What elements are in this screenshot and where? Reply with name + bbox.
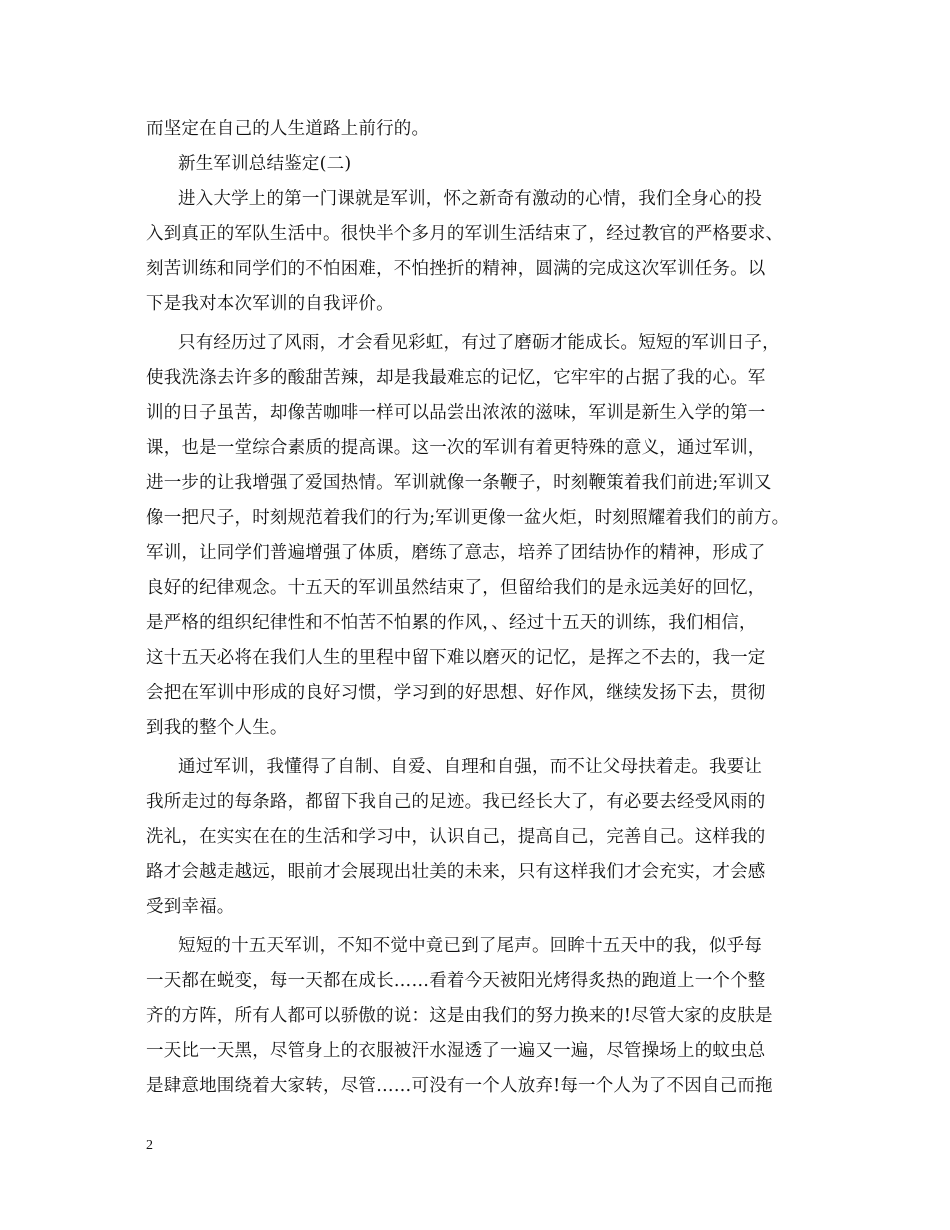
text-line: 路才会越走越远，眼前才会展现出壮美的未来，只有这样我们才会充实，才会感 (146, 862, 766, 882)
text-line: 进入大学上的第一门课就是军训，怀之新奇有激动的心情，我们全身心的投 (178, 189, 763, 209)
text-line: 军训，让同学们普遍增强了体质，磨练了意志，培养了团结协作的精神，形成了 (146, 543, 766, 563)
text-line: 一天都在蜕变，每一天都在成长……看着今天被阳光烤得炙热的跑道上一个个整 (146, 971, 766, 991)
text-line: 像一把尺子，时刻规范着我们的行为;军训更像一盆火炬，时刻照耀着我们的前方。 (146, 508, 790, 528)
text-line: 进一步的让我增强了爱国热情。军训就像一条鞭子，时刻鞭策着我们前进;军训又 (146, 473, 772, 493)
text-line: 通过军训，我懂得了自制、自爱、自理和自强，而不让父母扶着走。我要让 (178, 757, 763, 777)
text-line: 课，也是一堂综合素质的提高课。这一次的军训有着更特殊的意义，通过军训， (146, 438, 766, 458)
text-line: 是肆意地围绕着大家转，尽管……可没有一个人放弃!每一个人为了不因自己而拖 (146, 1076, 773, 1096)
section-heading: 新生军训总结鉴定(二) (178, 154, 352, 174)
text-line: 这十五天必将在我们人生的里程中留下难以磨灭的记忆，是挥之不去的，我一定 (146, 648, 766, 668)
text-line: 下是我对本次军训的自我评价。 (146, 294, 394, 314)
text-line: 使我洗涤去许多的酸甜苦辣，却是我最难忘的记忆，它牢牢的占据了我的心。军 (146, 368, 766, 388)
page-number: 2 (146, 1138, 153, 1153)
text-line: 会把在军训中形成的良好习惯，学习到的好思想、好作风，继续发扬下去，贯彻 (146, 683, 766, 703)
text-line: 训的日子虽苦，却像苦咖啡一样可以品尝出浓浓的滋味，军训是新生入学的第一 (146, 403, 766, 423)
text-line: 是严格的组织纪律性和不怕苦不怕累的作风，、经过十五天的训练，我们相信， (146, 613, 757, 633)
text-line: 洗礼，在实实在在的生活和学习中，认识自己，提高自己，完善自己。这样我的 (146, 827, 766, 847)
text-line: 刻苦训练和同学们的不怕困难，不怕挫折的精神，圆满的完成这次军训任务。以 (146, 259, 766, 279)
text-line: 受到幸福。 (146, 897, 235, 917)
text-line: 只有经历过了风雨，才会看见彩虹，有过了磨砺才能成长。短短的军训日子， (178, 333, 780, 353)
text-line: 一天比一天黑，尽管身上的衣服被汗水湿透了一遍又一遍，尽管操场上的蚊虫总 (146, 1041, 766, 1061)
text-line: 良好的纪律观念。十五天的军训虽然结束了，但留给我们的是永远美好的回忆， (146, 578, 766, 598)
text-line: 齐的方阵，所有人都可以骄傲的说：这是由我们的努力换来的!尽管大家的皮肤是 (146, 1006, 773, 1026)
text-line: 入到真正的军队生活中。很快半个多月的军训生活结束了，经过教官的严格要求、 (146, 224, 784, 244)
text-line: 我所走过的每条路，都留下我自己的足迹。我已经长大了，有必要去经受风雨的 (146, 792, 766, 812)
text-line: 短短的十五天军训，不知不觉中竟已到了尾声。回眸十五天中的我，似乎每 (178, 936, 763, 956)
text-line: 到我的整个人生。 (146, 718, 288, 738)
text-line: 而坚定在自己的人生道路上前行的。 (146, 119, 430, 139)
